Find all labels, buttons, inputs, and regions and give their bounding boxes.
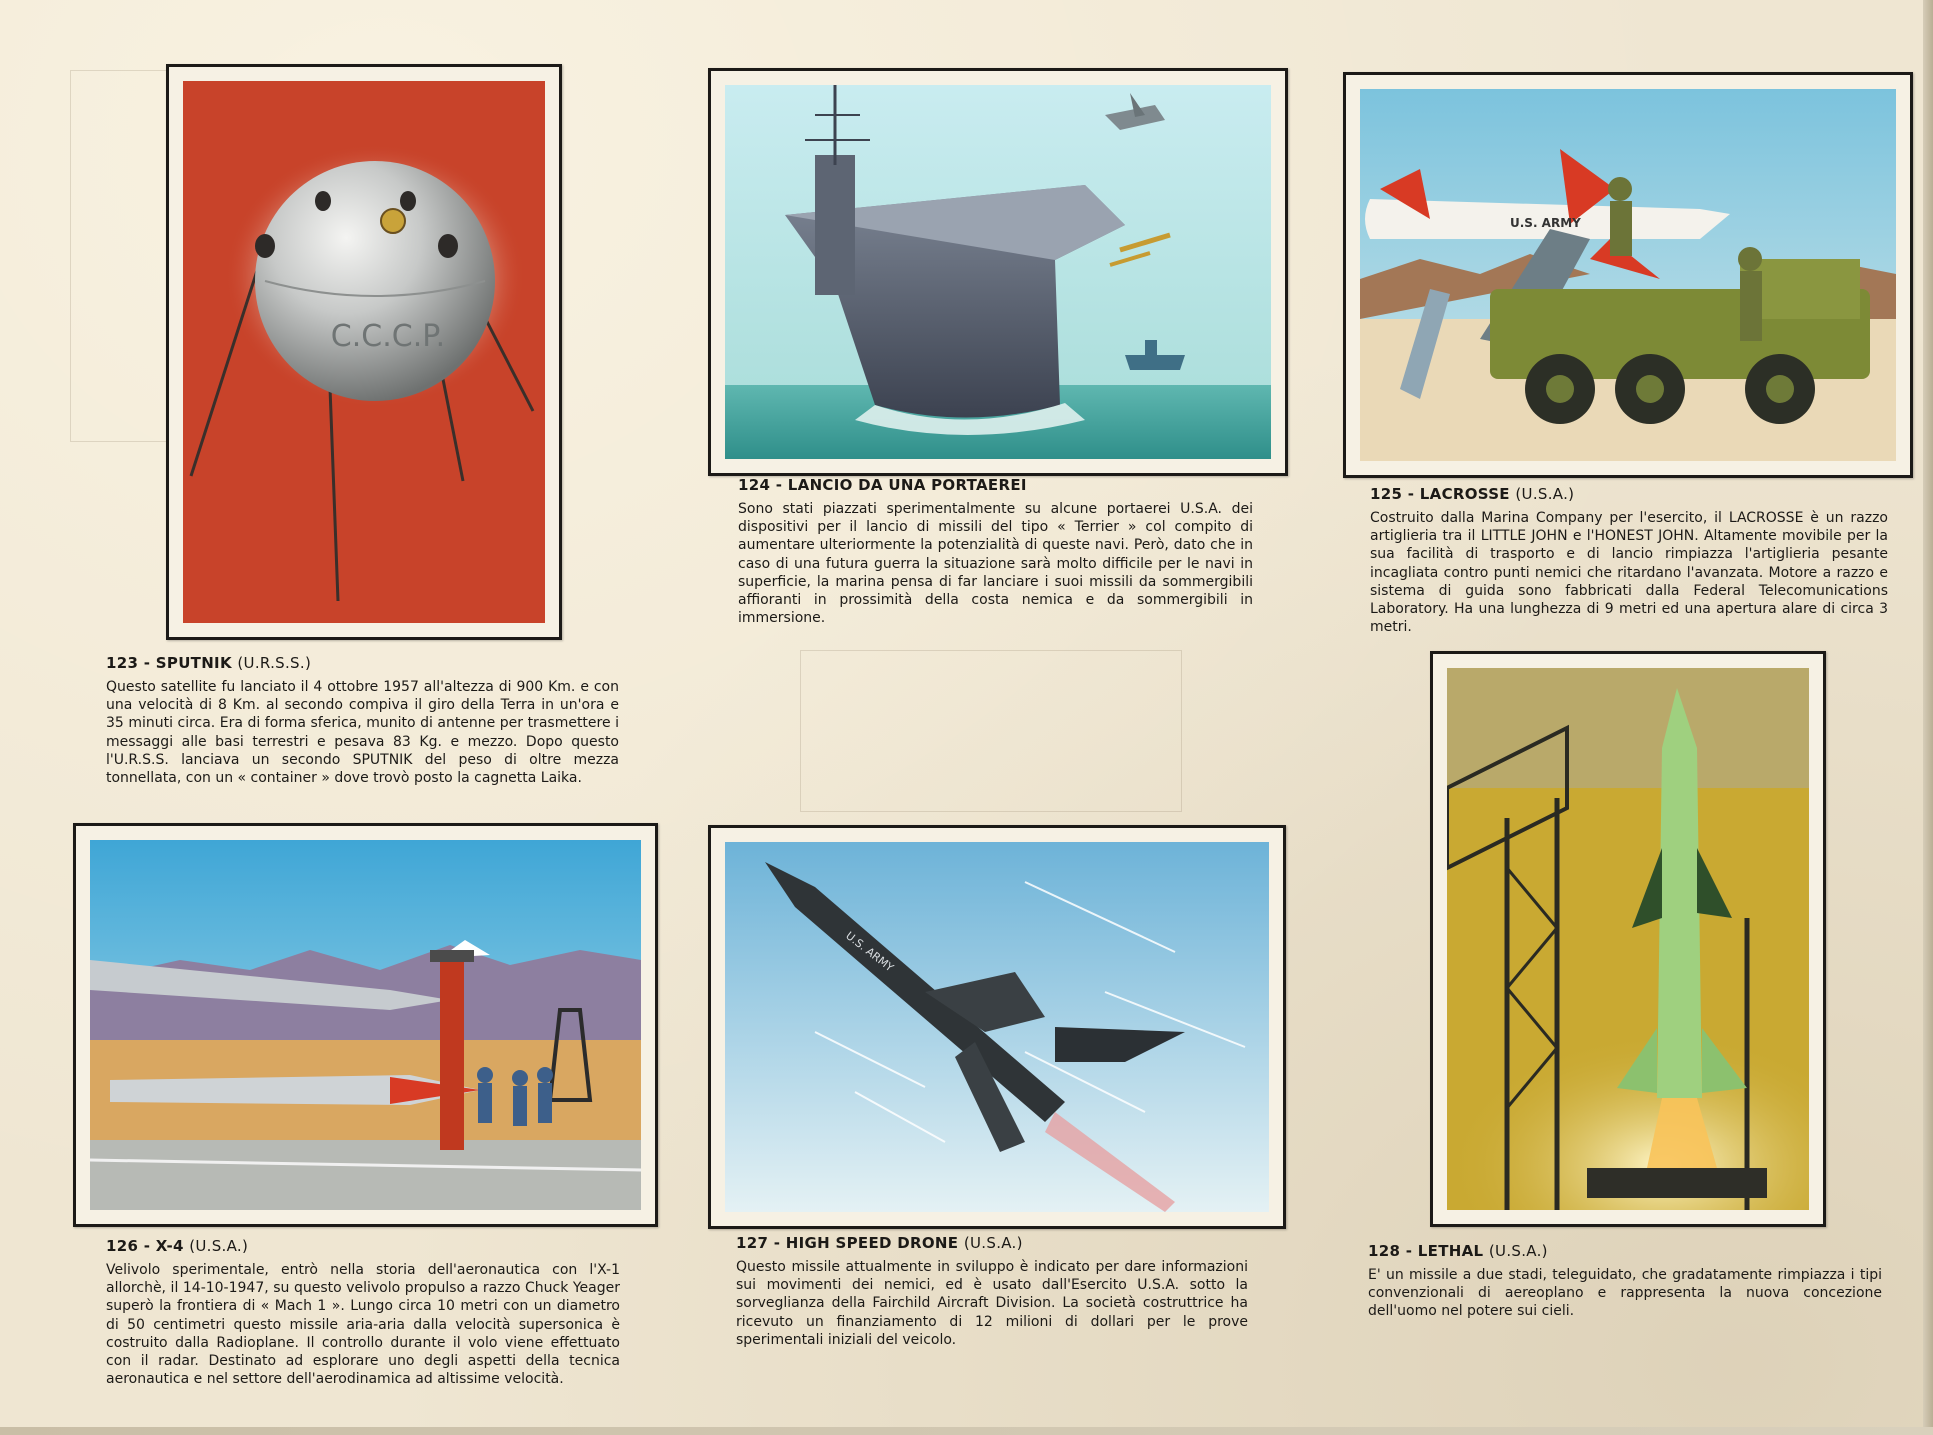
card-number: 128: [1368, 1242, 1401, 1260]
card-title: X-4: [155, 1237, 184, 1255]
card-title: LANCIO DA UNA PORTAEREI: [787, 476, 1027, 494]
carrier-illustration: [725, 85, 1271, 459]
launch-tower: [440, 960, 464, 1150]
card-title: LACROSSE: [1419, 485, 1510, 503]
drone-illustration: [725, 842, 1269, 1212]
card-128-caption: [1368, 1242, 1882, 1321]
drone-lettering: U.S. ARMY: [843, 929, 896, 975]
card-126-caption: [106, 1237, 620, 1388]
card-title: SPUTNIK: [155, 654, 232, 672]
card-123-heading: 123 - SPUTNIK (U.R.S.S.): [106, 654, 312, 672]
card-128-description: E' un missile a due stadi, teleguidato, che gradatamente rimpiazza i tipi convenzionali di aereoplano e rappresenta la nuova concezione dell'uomo nel potere sui cieli.: [1368, 1267, 1882, 1320]
card-number: 125: [1370, 485, 1403, 503]
launch-pad: [1587, 1168, 1767, 1198]
card-124-description: Sono stati piazzati sperimentalmente su alcune portaerei U.S.A. dei dispositivi per il lancio di missili del tipo « Terrier » col compito di aumentare ulteriormente la potenzialità di queste navi. Però, dato che in caso di una futura guerra la situazione sarà molto difficile per le navi in superficie, la marina pensa di far lanciare i suoi missili da sommergibili affioranti in prossimità della costa nemica e da sommergibili in immersione.: [738, 501, 1253, 627]
card-123-sputnik-image: [166, 64, 562, 640]
card-country: (U.S.A.): [963, 1234, 1023, 1252]
album-binding-edge: [1923, 0, 1933, 1435]
card-124-heading: 124 - LANCIO DA UNA PORTAEREI: [738, 476, 1027, 494]
card-127-drone-image: [708, 825, 1286, 1229]
card-125-description: Costruito dalla Marina Company per l'esercito, il LACROSSE è un razzo artiglieria tra il LITTLE JOHN e l'HONEST JOHN. Altamente movibile per la sua facilità di trasporto e di lancio rimpiazza l'artiglieria pesante incagliata contro punti nemici che ritardano l'avanzata. Motore a razzo e sistema di guida sono fabbricati dalla Federal Telecomunications Laboratory. Ha una lunghezza di 9 metri ed una apertura alare di circa 3 metri.: [1370, 510, 1888, 636]
card-country: (U.R.S.S.): [237, 654, 312, 672]
sputnik-lettering: C.C.C.P.: [330, 319, 446, 354]
card-country: (U.S.A.): [1488, 1242, 1548, 1260]
card-124-carrier-image: [708, 68, 1288, 476]
card-123-description: Questo satellite fu lanciato il 4 ottobre 1957 all'altezza di 900 Km. e con una velocità di 8 Km. al secondo compiva il giro della Terra in un'ora e 35 minuti circa. Era di forma sferica, munito di antenne per trasmettere i messaggi alle basi terrestri e pesava 83 Kg. e mezzo. Dopo questo l'U.R.S.S. lanciava un secondo SPUTNIK del peso di oltre mezza tonnellata, con un « container » dove trovò posto la cagnetta Laika.: [106, 679, 619, 787]
lethal-missile: [1657, 688, 1702, 1098]
soldier: [1608, 177, 1632, 201]
lacrosse-illustration: [1360, 89, 1896, 461]
card-125-caption: [1370, 485, 1888, 636]
card-number: 126: [106, 1237, 139, 1255]
card-124-caption: [738, 476, 1253, 627]
soldier: [1738, 247, 1762, 271]
card-127-description: Questo missile attualmente in sviluppo è indicato per dare informazioni sui movimenti dei nemici, ed è usato dall'Esercito U.S.A. sotto la sorveglianza della Fairchild Aircraft Division. La società costruttrice ha ricevuto un finanziamento di 12 milioni di dollari per le prove sperimentali iniziali del veicolo.: [736, 1259, 1248, 1348]
album-bottom-edge: [0, 1427, 1933, 1435]
card-127-caption: [736, 1234, 1248, 1349]
card-title: HIGH SPEED DRONE: [785, 1234, 959, 1252]
card-128-lethal-image: [1430, 651, 1826, 1227]
sputnik-emblem: [381, 209, 405, 233]
runway: [90, 1140, 641, 1210]
card-126-x4-image: [73, 823, 658, 1227]
escort-ship: [1125, 355, 1185, 370]
x4-illustration: [90, 840, 641, 1210]
carrier-island: [815, 155, 855, 295]
ghost-outline: [800, 650, 1182, 812]
card-number: 127: [736, 1234, 769, 1252]
sputnik-illustration: [183, 81, 545, 623]
lethal-illustration: [1447, 668, 1809, 1210]
card-127-heading: 127 - HIGH SPEED DRONE (U.S.A.): [736, 1234, 1023, 1252]
sputnik-sphere: [255, 161, 495, 401]
card-126-heading: 126 - X-4 (U.S.A.): [106, 1237, 249, 1255]
crew-member: [477, 1067, 493, 1083]
missile-lettering: U.S. ARMY: [1510, 216, 1581, 230]
crew-member: [512, 1070, 528, 1086]
card-128-heading: 128 - LETHAL (U.S.A.): [1368, 1242, 1548, 1260]
card-number: 123: [106, 654, 139, 672]
card-country: (U.S.A.): [189, 1237, 249, 1255]
card-country: (U.S.A.): [1515, 485, 1575, 503]
card-title: LETHAL: [1417, 1242, 1484, 1260]
card-125-lacrosse-image: [1343, 72, 1913, 478]
card-125-heading: 125 - LACROSSE (U.S.A.): [1370, 485, 1575, 503]
card-123-caption: [106, 654, 619, 787]
crew-member: [537, 1067, 553, 1083]
card-126-description: Velivolo sperimentale, entrò nella storia dell'aeronautica con l'X-1 allorchè, il 14-10-1947, su questo velivolo propulso a razzo Chuck Yeager superò la frontiera di « Mach 1 ». Lungo circa 10 metri con un diametro di 50 centimetri questo missile aria-aria dalla velocità supersonica è costruito dalla Radioplane. Il controllo durante il volo viene effettuato con il radar. Destinato ad esplorare uno degli aspetti della tecnica aeronautica e nel settore dell'aerodinamica ad altissime velocità.: [106, 1262, 620, 1388]
card-number: 124: [738, 476, 771, 494]
